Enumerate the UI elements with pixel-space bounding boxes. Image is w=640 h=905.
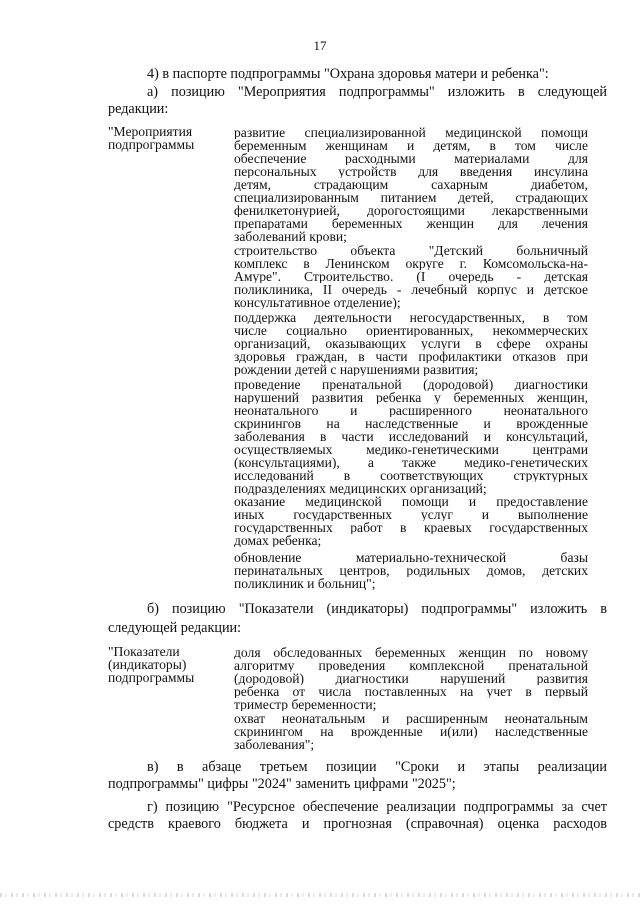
- measure-item-line: здоровья граждан, в части профилактики отказов при: [234, 350, 588, 363]
- item-a-line2: редакции:: [108, 101, 169, 117]
- measure-item-line: консультативное отделение);: [234, 296, 401, 309]
- measure-item-line: доля обследованных беременных женщин по новому: [234, 646, 588, 659]
- measure-item-line: числе социально ориентированных, некоммерческих: [234, 324, 588, 337]
- measure-item: [234, 712, 588, 751]
- measure-item: [234, 646, 588, 711]
- page-number: 17: [313, 38, 327, 53]
- measure-item-line: Амуре". Строительство. (I очередь - детская: [234, 270, 588, 283]
- item-b-line1: б) позицию "Показатели (индикаторы) подпрограммы" изложить в: [147, 601, 607, 617]
- measure-item-line: (консультациями), а также медико-генетических: [234, 456, 588, 469]
- measure-item-line: поликлиника, II очередь - лечебный корпус и детское: [234, 283, 588, 296]
- measure-item-line: (дородовой) диагностики нарушений развития: [234, 672, 588, 685]
- measure-item-line: заболеваний крови;: [234, 230, 347, 243]
- measure-item-line: комплекс в Ленинском округе г. Комсомольска-на-: [234, 257, 588, 270]
- measure-item: [234, 311, 588, 376]
- item-4-heading: 4) в паспорте подпрограммы "Охрана здоровья матери и ребенка":: [147, 66, 549, 82]
- measure-item-line: государственных работ в краевых государственных: [234, 521, 588, 534]
- measure-item-line: проведение пренатальной (дородовой) диагностики: [234, 378, 588, 391]
- measure-item-line: нарушений развития ребенка у беременных женщин,: [234, 391, 588, 404]
- measure-item-line: осуществляемых медико-генетическими центрами: [234, 443, 588, 456]
- measure-item-line: охват неонатальным и расширенным неонатальным: [234, 712, 588, 725]
- measure-item-line: препаратами беременных женщин для лечения: [234, 217, 588, 230]
- measure-item-line: детям, страдающим сахарным диабетом,: [234, 178, 588, 191]
- measure-item-line: перинатальных центров, родильных домов, детских: [234, 564, 588, 577]
- measure-item-line: подразделениях медицинских организаций;: [234, 482, 487, 495]
- measure-item-line: заболевания";: [234, 738, 315, 751]
- measure-item-line: фенилкетонурией, дорогостоящими лекарственными: [234, 204, 588, 217]
- measure-item-line: домах ребенка;: [234, 534, 322, 547]
- measure-item: [234, 378, 588, 495]
- measures-label: "Мероприятия подпрограммы: [108, 124, 195, 152]
- measure-item: [234, 126, 588, 243]
- item-v-line1: в) в абзаце третьем позиции "Сроки и этапы реализации: [147, 759, 607, 775]
- measure-item-line: скринингом на врожденные и(или) наследственные: [234, 725, 588, 738]
- measure-item-line: специализированным питанием детей, страдающих: [234, 191, 588, 204]
- measure-item-line: иных государственных услуг и выполнение: [234, 508, 588, 521]
- item-v-line2: подпрограммы" цифры "2024" заменить цифрами "2025";: [108, 776, 456, 792]
- measure-item: [234, 495, 588, 547]
- measure-item-line: беременным женщинам и детям, в том числе: [234, 139, 588, 152]
- item-a-line1: а) позицию "Мероприятия подпрограммы" изложить в следующей: [147, 84, 607, 100]
- indicators-label: "Показатели (индикаторы) подпрограммы: [108, 644, 195, 685]
- measure-item-line: поликлиник и больниц";: [234, 577, 376, 590]
- scan-noise-strip: [0, 893, 640, 897]
- measure-item-line: исследований в соответствующих структурных: [234, 469, 588, 482]
- measure-item-line: неонатального и расширенного неонатального: [234, 404, 588, 417]
- measure-item: [234, 244, 588, 309]
- measure-item-line: триместр беременности;: [234, 698, 377, 711]
- item-b-line2: следующей редакции:: [108, 620, 242, 636]
- measure-item-line: обеспечение расходными материалами для: [234, 152, 588, 165]
- item-g-line2: средств краевого бюджета и прогнозная (справочная) оценка расходов: [108, 816, 607, 832]
- measure-item-line: строительство объекта "Детский больничный: [234, 244, 588, 257]
- measure-item-line: ребенка от числа поставленных на учет в первый: [234, 685, 588, 698]
- measure-item-line: заболевания в части исследований и консультаций,: [234, 430, 588, 443]
- measure-item-line: обновление материально-технической базы: [234, 551, 588, 564]
- measure-item-line: развитие специализированной медицинской помощи: [234, 126, 588, 139]
- measure-item-line: персональных устройств для введения инсулина: [234, 165, 588, 178]
- measure-item: [234, 551, 588, 590]
- item-g-line1: г) позицию "Ресурсное обеспечение реализации подпрограммы за счет: [147, 799, 607, 815]
- measure-item-line: оказание медицинской помощи и предоставление: [234, 495, 588, 508]
- measure-item-line: алгоритму проведения комплексной пренатальной: [234, 659, 588, 672]
- measure-item-line: скринингов на наследственные и врожденные: [234, 417, 588, 430]
- measure-item-line: рождении детей с нарушениями развития;: [234, 363, 479, 376]
- measure-item-line: организаций, оказывающих услуги в сфере охраны: [234, 337, 588, 350]
- measure-item-line: поддержка деятельности негосударственных, в том: [234, 311, 588, 324]
